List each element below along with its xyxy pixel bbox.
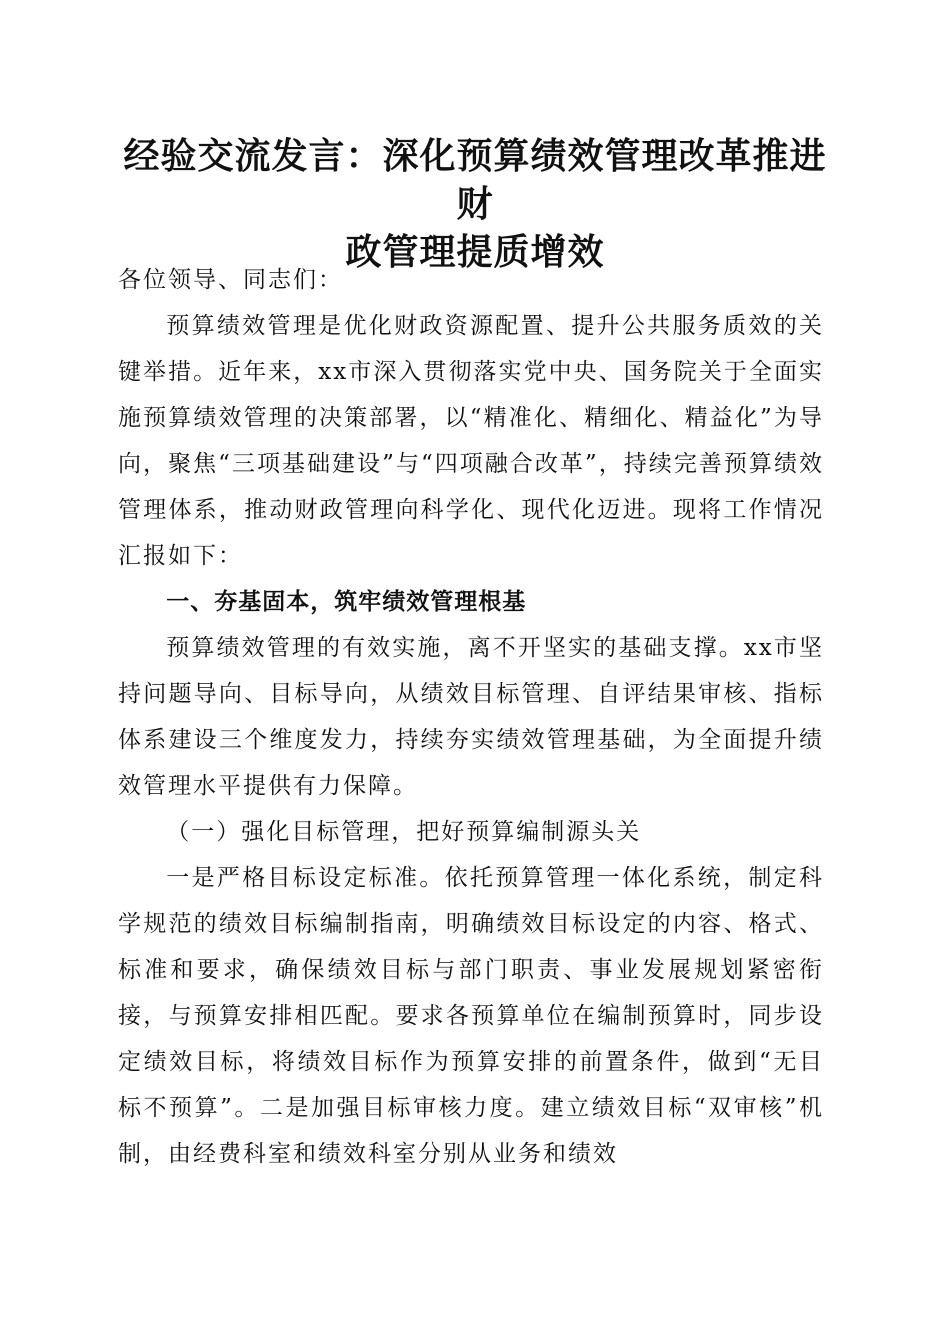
intro-paragraph: 预算绩效管理是优化财政资源配置、提升公共服务质效的关键举措。近年来，xx市深入贯彻落实党中央、国务院关于全面实施预算绩效管理的决策部署，以“精准化、精细化、精益化”为导向，聚焦“三项基础建设”与“四项融合改革”，持续完善预算绩效管理体系，推动财政管理向科学化、现代化迈进。现将工作情况汇报如下： xyxy=(118,313,824,569)
subsection-1-paragraph: 一是严格目标设定标准。依托预算管理一体化系统，制定科学规范的绩效目标编制指南，明确绩效目标设定的内容、格式、标准和要求，确保绩效目标与部门职责、事业发展规划紧密衔接，与预算安排相匹配。要求各预算单位在编制预算时，同步设定绩效目标，将绩效目标作为预算安排的前置条件，做到“无目标不预算”。二是加强目标审核力度。建立绩效目标“双审核”机制，由经费科室和绩效科室分别从业务和绩效 xyxy=(118,865,824,1167)
document-title xyxy=(118,132,832,276)
title-line-2: 政管理提质增效 xyxy=(345,231,605,273)
salutation: 各位领导、同志们： xyxy=(118,267,343,293)
document-body xyxy=(118,257,824,1177)
title-line-1: 经验交流发言：深化预算绩效管理改革推进财 xyxy=(123,135,827,225)
section-1-heading: 一、夯基固本，筑牢绩效管理根基 xyxy=(166,589,527,615)
section-1-paragraph: 预算绩效管理的有效实施，离不开坚实的基础支撑。xx市坚持问题导向、目标导向，从绩效目标管理、自评结果审核、指标体系建设三个维度发力，持续夯实绩效管理基础，为全面提升绩效管理水平提供有力保障。 xyxy=(118,635,824,799)
subsection-1-heading: （一）强化目标管理，把好预算编制源头关 xyxy=(166,819,642,845)
